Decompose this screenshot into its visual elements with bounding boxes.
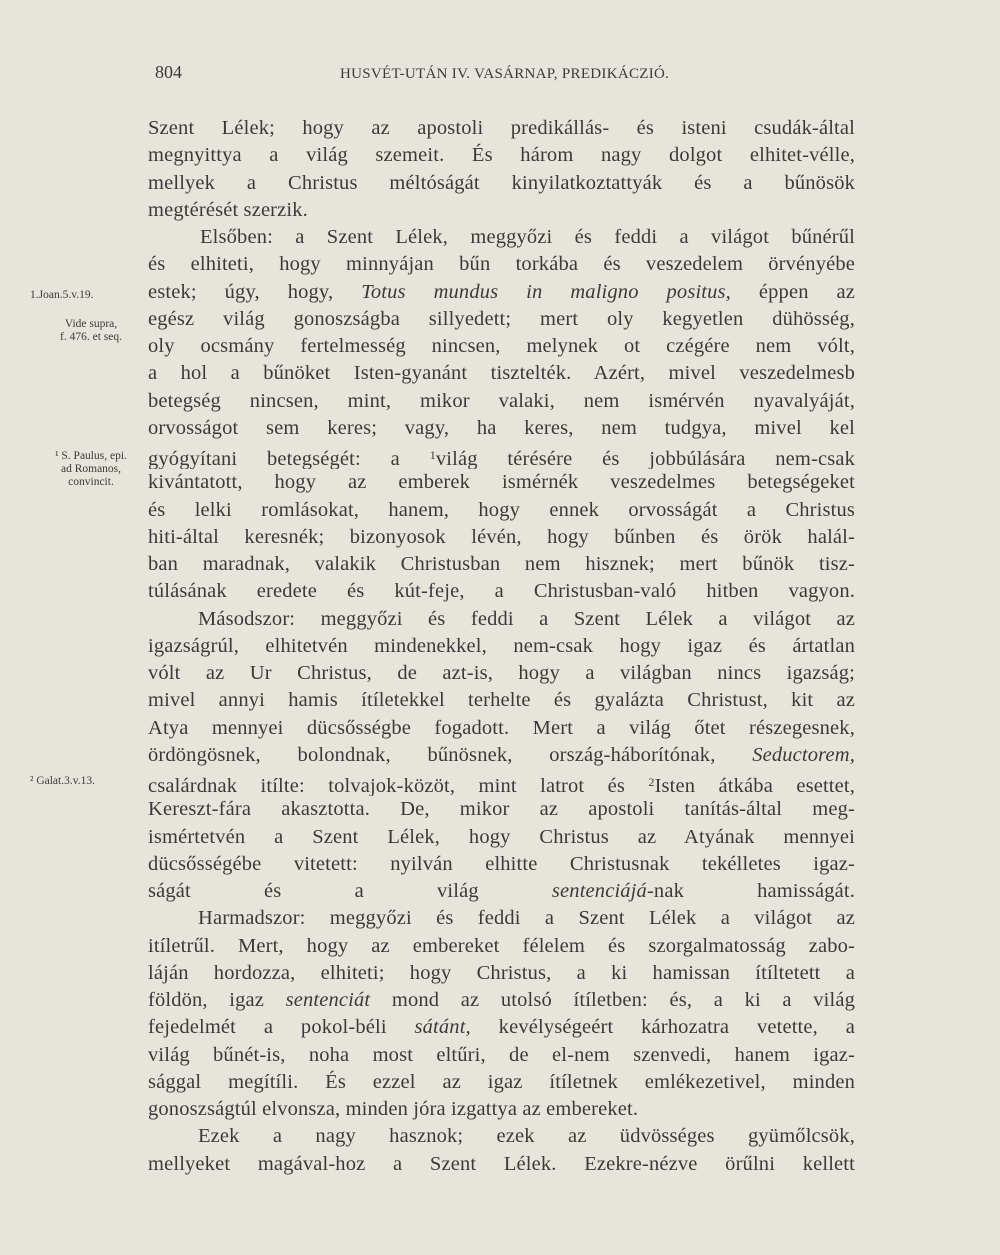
text-run: világ térésére és jobbúlására nem-csak: [435, 448, 855, 470]
footnote-marker: 2: [648, 775, 655, 789]
text-line: hiti-által keresnék; bizonyosok lévén, hogy bűnben és örök halál-: [148, 525, 855, 548]
text-line: [148, 987, 855, 1014]
margin-note-text: 1.Joan.5.v.19.: [30, 289, 94, 301]
latin-word: sátánt,: [414, 1016, 471, 1039]
text-line: és lelki romlásokat, hanem, hogy ennek orvosságát a Christus: [148, 498, 855, 521]
text-run: fejedelmét a pokol-béli: [148, 1016, 387, 1039]
text-line: Harmadszor: meggyőzi és feddi a Szent Lélek a világot az: [198, 907, 855, 930]
text-line: [148, 1014, 855, 1041]
margin-note-text: ¹ S. Paulus, epi.: [55, 450, 127, 462]
text-line: és elhiteti, hogy minnyájan bűn torkába és veszedelem örvényébe: [148, 253, 855, 276]
text-line: [148, 769, 855, 796]
text-line: [148, 442, 855, 469]
text-run: ördöngösnek, bolondnak, bűnösnek, ország-háborítónak,: [148, 743, 716, 766]
text-line: [148, 279, 855, 306]
text-line: ban maradnak, valakik Christusban nem hisznek; mert bűnök tisz-: [148, 553, 855, 575]
running-title: HUSVÉT-UTÁN IV. VASÁRNAP, PREDIKÁCZIÓ.: [340, 66, 670, 82]
text-run: ságát és a világ: [148, 880, 479, 902]
text-line: sággal megítíli. És ezzel az igaz ítíletnek emlékezetivel, minden: [148, 1070, 855, 1093]
text-run: -nak hamisságát.: [646, 880, 855, 902]
text-line: igazságrúl, elhitetvén mindenekkel, nem-csak hogy igaz és ártatlan: [148, 634, 855, 657]
text-line: világ bűnét-is, noha most eltűri, de el-nem szenvedi, hanem igaz-: [148, 1043, 855, 1066]
text-run: Isten átkába esettet,: [654, 775, 855, 797]
text-line: orvosságot sem keres; vagy, ha keres, nem tudgya, mivel kel: [148, 416, 855, 439]
margin-note-text: Vide supra,: [64, 318, 118, 330]
margin-note-vide-supra: [36, 318, 146, 344]
margin-note-joan: [30, 289, 140, 302]
margin-note-text: f. 476. et seq.: [60, 331, 122, 343]
text-line: oly ocsmány fertelmesség nincsen, melynek ot czégére nem vólt,: [148, 335, 855, 357]
text-line: megtérését szerzik.: [148, 198, 308, 221]
text-line: láján hordozza, elhiteti; hogy Christus, a ki hamissan ítíltetett a: [148, 961, 855, 984]
text-line: mivel annyi hamis ítíletekkel terhelte és gyalázta Christust, kit az: [148, 689, 855, 712]
text-run: éppen az: [758, 280, 855, 303]
text-line: Kereszt-fára akasztotta. De, mikor az apostoli tanítás-által meg-: [148, 798, 855, 821]
text-line: Atya mennyei dücsősségbe fogadott. Mert a világ őtet részegesnek,: [148, 716, 855, 739]
margin-note-paulus: [36, 450, 146, 489]
margin-note-text: ad Romanos,: [60, 463, 122, 475]
latin-quote: Totus mundus in maligno positus,: [361, 280, 731, 303]
text-run: földön, igaz: [148, 989, 265, 1011]
text-run: gyógyítani betegségét: a: [148, 448, 400, 470]
text-run: kevélységeért kárhozatra vetette, a: [498, 1016, 855, 1039]
running-head: [0, 62, 1000, 92]
text-line: egész világ gonoszságba sillyedett; mert oly kegyetlen dühösség,: [148, 307, 855, 330]
text-run: csalárdnak itílte: tolvajok-közöt, mint latrot és: [148, 775, 626, 797]
text-run: mond az utolsó ítíletben: és, a ki a világ: [391, 989, 855, 1011]
text-line: [148, 742, 855, 769]
text-line: betegség nincsen, mint, mikor valaki, nem ismérvén nyavalyáját,: [148, 389, 855, 412]
body-text: [148, 115, 855, 1178]
text-line: túlásának eredete és kút-feje, a Christusban-való hitben vagyon.: [148, 580, 855, 603]
text-line: [148, 878, 855, 905]
text-line: Szent Lélek; hogy az apostoli predikállás- és isteni csudák-által: [148, 117, 855, 139]
margin-note-text: convincit.: [68, 476, 114, 488]
latin-word: sentenciát: [285, 989, 371, 1011]
text-line: ismértetvén a Szent Lélek, hogy Christus az Atyának mennyei: [148, 825, 855, 848]
text-line: mellyek a Christus méltóságát kinyilatkoztattyák és a bűnösök: [148, 171, 855, 194]
latin-word: Seductorem,: [752, 743, 855, 766]
text-line: itíletrűl. Mert, hogy az embereket félelem és szorgalmatosság zabo-: [148, 934, 855, 957]
text-line: a hol a bűnöket Isten-gyanánt tisztelték. Azért, mivel veszedelmesb: [148, 362, 855, 385]
text-line: dücsősségébe vitetett: nyilván elhitte Christusnak tekélletes igaz-: [148, 852, 855, 875]
text-line: mellyeket magával-hoz a Szent Lélek. Ezekre-nézve örűlni kellett: [148, 1152, 855, 1175]
latin-word: sentenciájá: [551, 880, 647, 902]
text-line: Másodszor: meggyőzi és feddi a Szent Lélek a világot az: [198, 607, 855, 630]
footnote-marker: 1: [429, 448, 436, 462]
text-line: vólt az Ur Christus, de azt-is, hogy a világban nincs igazság;: [148, 662, 855, 684]
text-line: gonoszságtúl elvonsza, minden jóra izgattya az embereket.: [148, 1098, 639, 1120]
margin-note-galat: [30, 775, 140, 788]
page-number: 804: [155, 62, 182, 82]
text-run: estek; úgy, hogy,: [148, 280, 334, 303]
text-line: megnyittya a világ szemeit. És három nagy dolgot elhitet-vélle,: [148, 144, 855, 167]
text-line: Elsőben: a Szent Lélek, meggyőzi és feddi a világot bűnérűl: [200, 226, 855, 248]
text-line: kivántatott, hogy az emberek ismérnék veszedelmes betegségeket: [148, 471, 855, 494]
margin-note-text: ² Galat.3.v.13.: [30, 775, 95, 787]
text-line: Ezek a nagy hasznok; ezek az üdvösséges gyümőlcsök,: [198, 1125, 855, 1148]
